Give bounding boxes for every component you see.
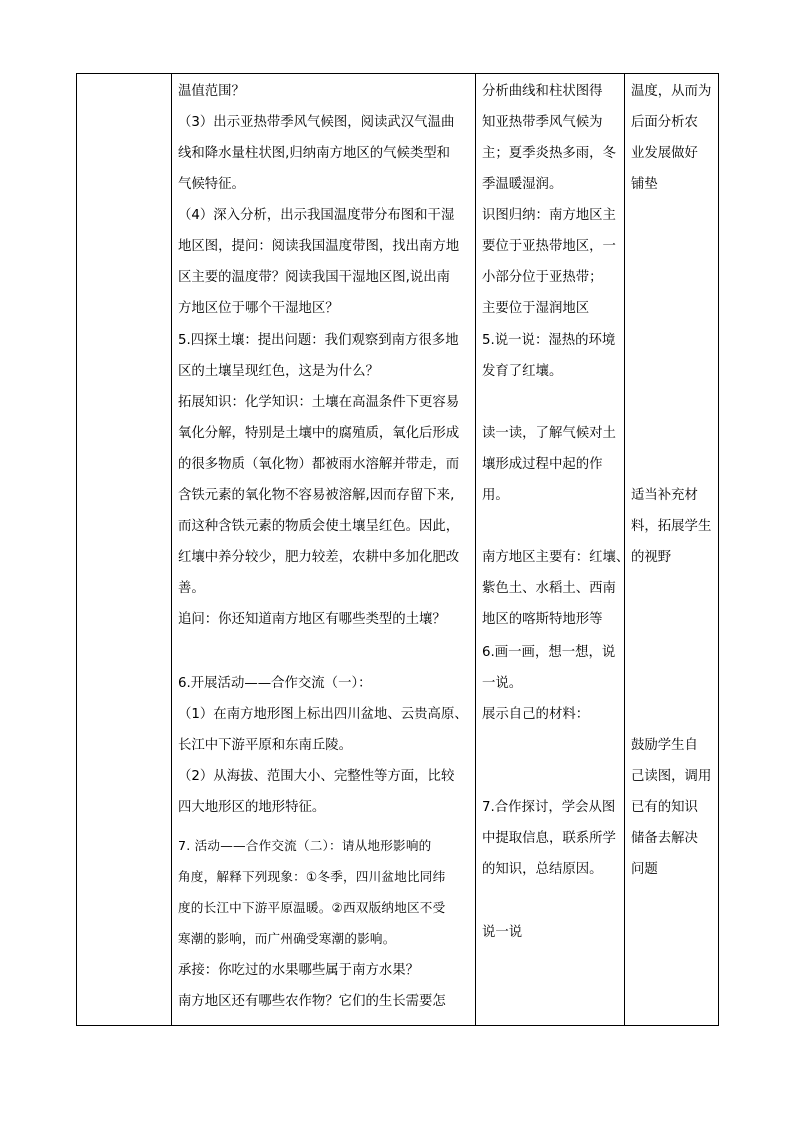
text-line: 四大地形区的地形特征。 xyxy=(178,800,326,815)
student-activity-cell xyxy=(476,74,630,1026)
text-line: 要位于亚热带地区，一 xyxy=(482,239,616,254)
text-line: 拓展知识：化学知识：土壤在高温条件下更容易 xyxy=(178,395,460,410)
text-line: 而这种含铁元素的物质会使土壤呈红色。因此， xyxy=(178,519,460,534)
text-line: 分析曲线和柱状图得 xyxy=(482,84,603,99)
text-line: 发育了红壤。 xyxy=(482,364,563,379)
section-cell xyxy=(77,74,172,1026)
text-line: 读一读，了解气候对土 xyxy=(482,426,616,441)
text-line: 说一说 xyxy=(482,925,523,940)
text-line: 区主要的温度带？阅读我国干湿地区图,说出南 xyxy=(178,270,451,285)
text-line: 识图归纳：南方地区主 xyxy=(482,208,616,223)
text-line: 气候特征。 xyxy=(178,177,245,192)
text-line: 的知识，总结原因。 xyxy=(482,862,603,877)
text-line: 储备去解决 xyxy=(631,831,698,846)
text-line: （3）出示亚热带季风气候图，阅读武汉气温曲 xyxy=(178,115,455,130)
lesson-plan-table xyxy=(76,73,719,1026)
text-line: 一说。 xyxy=(482,676,523,691)
text-line: 区的土壤呈现红色，这是为什么？ xyxy=(178,364,379,379)
text-line: 善。 xyxy=(178,581,205,596)
text-line: 业发展做好 xyxy=(631,146,698,161)
text-line: （4）深入分析，出示我国温度带分布图和干湿 xyxy=(178,208,455,223)
text-line: 用。 xyxy=(482,488,509,503)
text-line: 长江中下游平原和东南丘陵。 xyxy=(178,738,353,753)
text-line: 小部分位于亚热带； xyxy=(482,270,603,285)
text-line: 已有的知识 xyxy=(631,800,698,815)
text-line: 度的长江中下游平原温暖。②西双版纳地区不受 xyxy=(178,900,446,915)
text-line: 氧化分解，特别是土壤中的腐殖质，氧化后形成 xyxy=(178,426,460,441)
text-line: 铺垫 xyxy=(631,177,658,192)
text-line: 南方地区主要有：红壤、 xyxy=(482,550,630,565)
text-line: 7. 活动——合作交流（二）：请从地形影响的 xyxy=(178,838,432,853)
text-line: 展示自己的材料： xyxy=(482,707,590,722)
design-intent-cell xyxy=(625,74,719,1026)
text-line: 紫色土、水稻土、西南 xyxy=(482,581,616,596)
text-line: 角度，解释下列现象：①冬季，四川盆地比同纬 xyxy=(178,869,446,884)
text-line: 的很多物质（氧化物）都被雨水溶解并带走，而 xyxy=(178,457,460,472)
table-row xyxy=(77,74,719,1026)
text-line: 6.画一画，想一想，说 xyxy=(482,645,616,660)
text-line: 温度，从而为 xyxy=(631,84,712,99)
text-line: 7.合作探讨，学会从图 xyxy=(482,800,616,815)
text-line: 知亚热带季风气候为 xyxy=(482,115,603,130)
text-line: 壤形成过程中起的作 xyxy=(482,457,603,472)
text-line: 地区图，提问：阅读我国温度带图，找出南方地 xyxy=(178,239,460,254)
text-line: （2）从海拔、范围大小、完整性等方面，比较 xyxy=(178,769,455,784)
text-line: 含铁元素的氧化物不容易被溶解,因而存留下来, xyxy=(178,488,455,503)
text-line: 后面分析农 xyxy=(631,115,698,130)
text-line: 5.说一说：湿热的环境 xyxy=(482,333,616,348)
text-line: 6.开展活动——合作交流（一）： xyxy=(178,676,372,691)
text-line: 问题 xyxy=(631,862,658,877)
text-line: 南方地区还有哪些农作物？它们的生长需要怎 xyxy=(178,994,446,1009)
text-line: 寒潮的影响，而广州确受寒潮的影响。 xyxy=(178,931,396,946)
text-line: 中提取信息，联系所学 xyxy=(482,831,616,846)
text-line: 5.四探土壤：提出问题：我们观察到南方很多地 xyxy=(178,333,459,348)
text-line: 鼓励学生自 xyxy=(631,738,698,753)
text-line: 主要位于湿润地区 xyxy=(482,301,590,316)
text-line: 地区的喀斯特地形等 xyxy=(482,612,603,627)
text-line: 追问：你还知道南方地区有哪些类型的土壤？ xyxy=(178,612,446,627)
text-line: 的视野 xyxy=(631,550,672,565)
text-line: （1）在南方地形图上标出四川盆地、云贵高原、 xyxy=(178,707,468,722)
text-line: 己读图，调用 xyxy=(631,769,712,784)
text-line: 料，拓展学生 xyxy=(631,519,712,534)
text-line: 季温暖湿润。 xyxy=(482,177,563,192)
text-line: 适当补充材 xyxy=(631,488,698,503)
text-line: 方地区位于哪个干湿地区？ xyxy=(178,301,339,316)
text-line: 主；夏季炎热多雨，冬 xyxy=(482,146,616,161)
text-line: 线和降水量柱状图,归纳南方地区的气候类型和 xyxy=(178,146,451,161)
teacher-activity-cell xyxy=(172,74,476,1026)
text-line: 承接：你吃过的水果哪些属于南方水果？ xyxy=(178,963,420,978)
text-line: 温值范围？ xyxy=(178,84,245,99)
text-line: 红壤中养分较少，肥力较差，农耕中多加化肥改 xyxy=(178,550,460,565)
